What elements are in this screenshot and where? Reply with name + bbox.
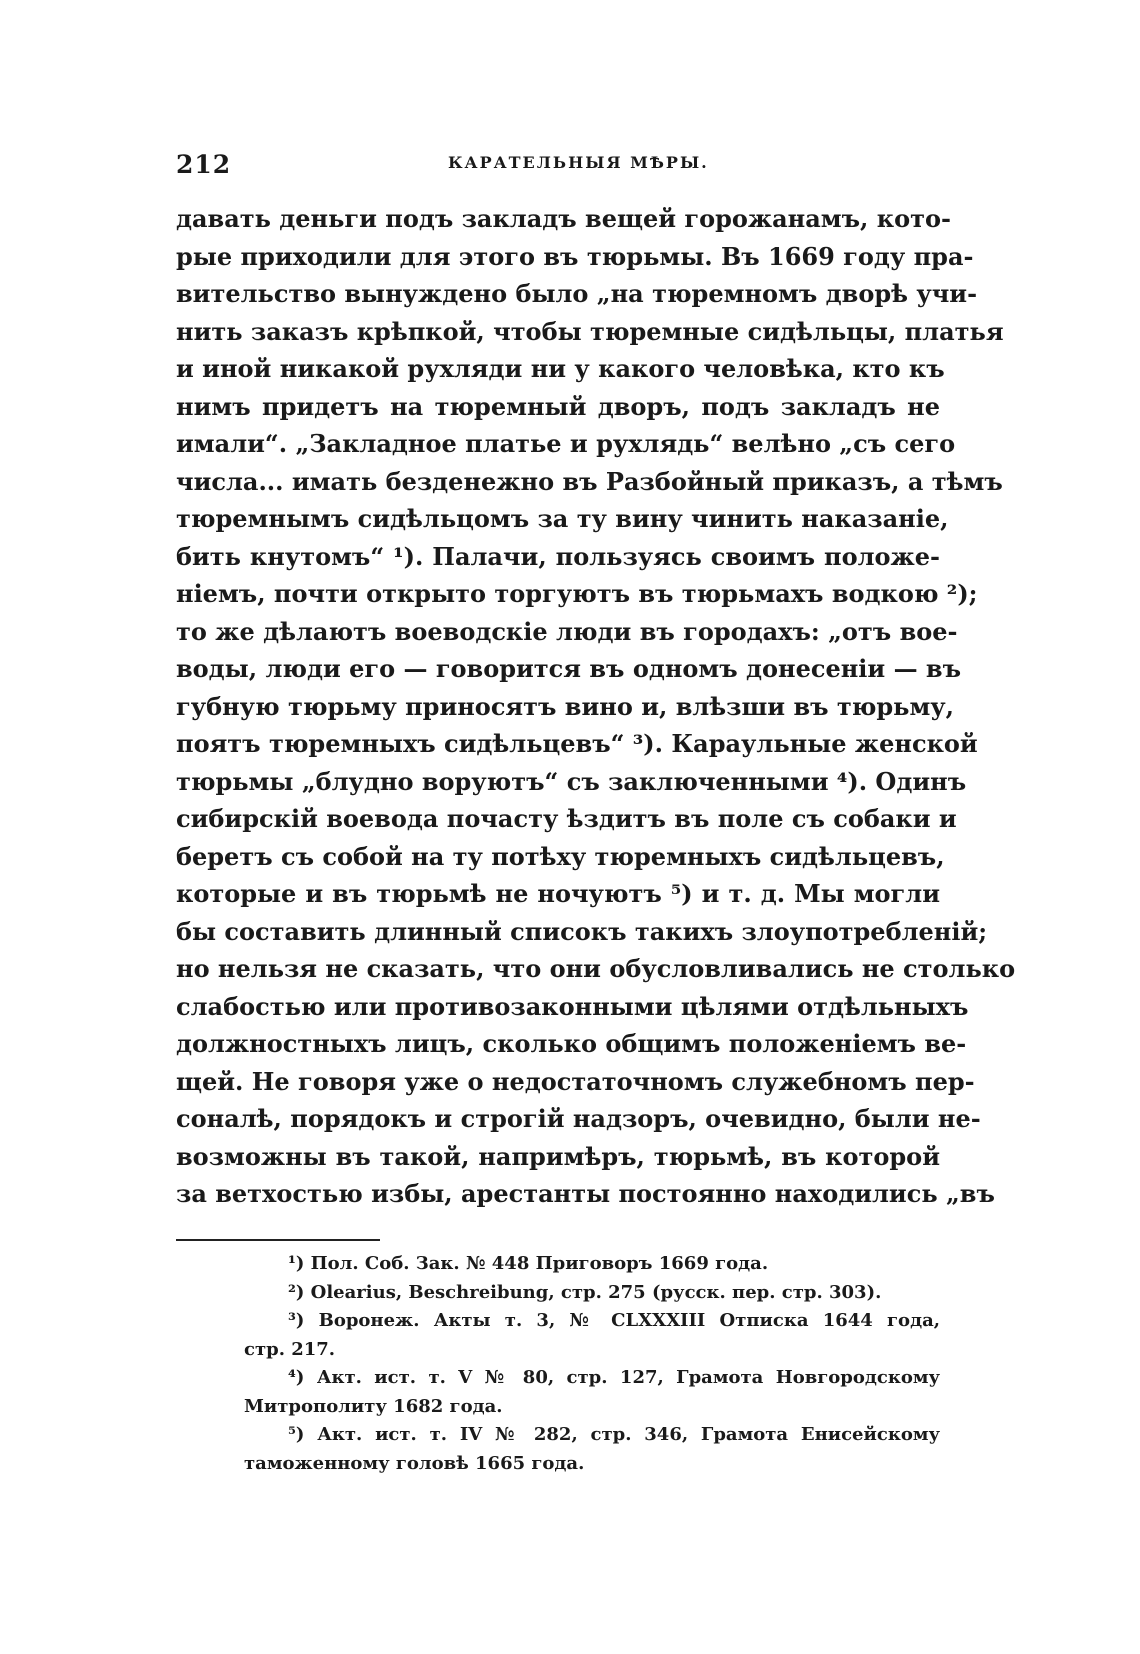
body-line: слабостью или противозаконными цѣлями отдѣльныхъ: [176, 991, 969, 1021]
footnote-3: ³) Воронеж. Акты т. 3, № CLXXXIII Отписка 1644 года,: [288, 1310, 940, 1331]
footnote-2: ²) Olearius, Beschreibung, стр. 275 (русск. пер. стр. 303).: [288, 1281, 882, 1303]
body-line: бы составить длинный списокъ такихъ злоупотребленій;: [176, 916, 988, 946]
body-line: рые приходили для этого въ тюрьмы. Въ 1669 году пра-: [176, 241, 974, 271]
body-line: должностныхъ лицъ, сколько общимъ положеніемъ ве-: [176, 1029, 967, 1058]
body-line: но нельзя не сказать, что они обусловливались не столько: [176, 954, 1016, 983]
body-line: тюрьмы „блудно воруютъ“ съ заключенными ⁴). Одинъ: [176, 766, 967, 796]
body-line: поятъ тюремныхъ сидѣльцевъ“ ³). Караульные женской: [176, 729, 978, 758]
body-line: давать деньги подъ закладъ вещей горожанамъ, кото-: [176, 204, 951, 233]
body-line: вительство вынуждено было „на тюремномъ дворѣ учи-: [176, 279, 978, 308]
footnote-divider: [176, 1239, 380, 1241]
body-line: ніемъ, почти открыто торгуютъ въ тюрьмахъ водкою ²);: [176, 579, 978, 608]
body-line: числа... имать безденежно въ Разбойный приказъ, а тѣмъ: [176, 466, 1003, 496]
body-line: бить кнутомъ“ ¹). Палачи, пользуясь своимъ положе-: [176, 541, 940, 571]
footnote-1: ¹) Пол. Соб. Зак. № 448 Приговоръ 1669 года.: [288, 1253, 769, 1274]
body-line: нимъ придетъ на тюремный дворъ, подъ закладъ не: [176, 391, 940, 421]
footnotes: [176, 1250, 940, 1478]
footnote-5: ⁵) Акт. ист. т. IV № 282, стр. 346, Грамота Енисейскому: [288, 1424, 940, 1445]
footnote-5-continuation: таможенному головѣ 1665 года.: [244, 1452, 585, 1474]
footnote-3-continuation: стр. 217.: [244, 1338, 336, 1360]
body-line: щей. Не говоря уже о недостаточномъ служебномъ пер-: [176, 1066, 975, 1096]
body-line: соналѣ, порядокъ и строгій надзоръ, очевидно, были не-: [176, 1104, 981, 1133]
body-line: и иной никакой рухляди ни у какого человѣка, кто къ: [176, 354, 945, 383]
running-head: КАРАТЕЛЬНЫЯ МѢРЫ.: [448, 153, 709, 172]
body-line: беретъ съ собой на ту потѣху тюремныхъ сидѣльцевъ,: [176, 841, 945, 871]
body-line: возможны въ такой, напримѣръ, тюрьмѣ, въ которой: [176, 1141, 940, 1171]
body-line: то же дѣлаютъ воеводскіе люди въ городахъ: „отъ вое-: [176, 616, 958, 646]
footnote-4: ⁴) Акт. ист. т. V № 80, стр. 127, Грамота Новгородскому: [288, 1367, 940, 1388]
body-line: губную тюрьму приносятъ вино и, влѣзши въ тюрьму,: [176, 691, 955, 721]
body-line: тюремнымъ сидѣльцомъ за ту вину чинить наказаніе,: [176, 504, 949, 533]
footnote-4-continuation: Митрополиту 1682 года.: [244, 1395, 503, 1417]
body-line: которые и въ тюрьмѣ не ночуютъ ⁵) и т. д. Мы могли: [176, 879, 940, 908]
body-line: сибирскій воевода почасту ѣздитъ въ поле съ собаки и: [176, 804, 957, 833]
body-text: [176, 200, 1016, 1213]
body-line: имали“. „Закладное платье и рухлядь“ велѣно „съ сего: [176, 429, 956, 458]
page-number: 212: [176, 150, 232, 179]
body-line: за ветхостью избы, арестанты постоянно находились „въ: [176, 1179, 995, 1208]
body-line: воды, люди его — говорится въ одномъ донесеніи — въ: [176, 654, 962, 683]
body-line: нить заказъ крѣпкой, чтобы тюремные сидѣльцы, платья: [176, 316, 1004, 346]
